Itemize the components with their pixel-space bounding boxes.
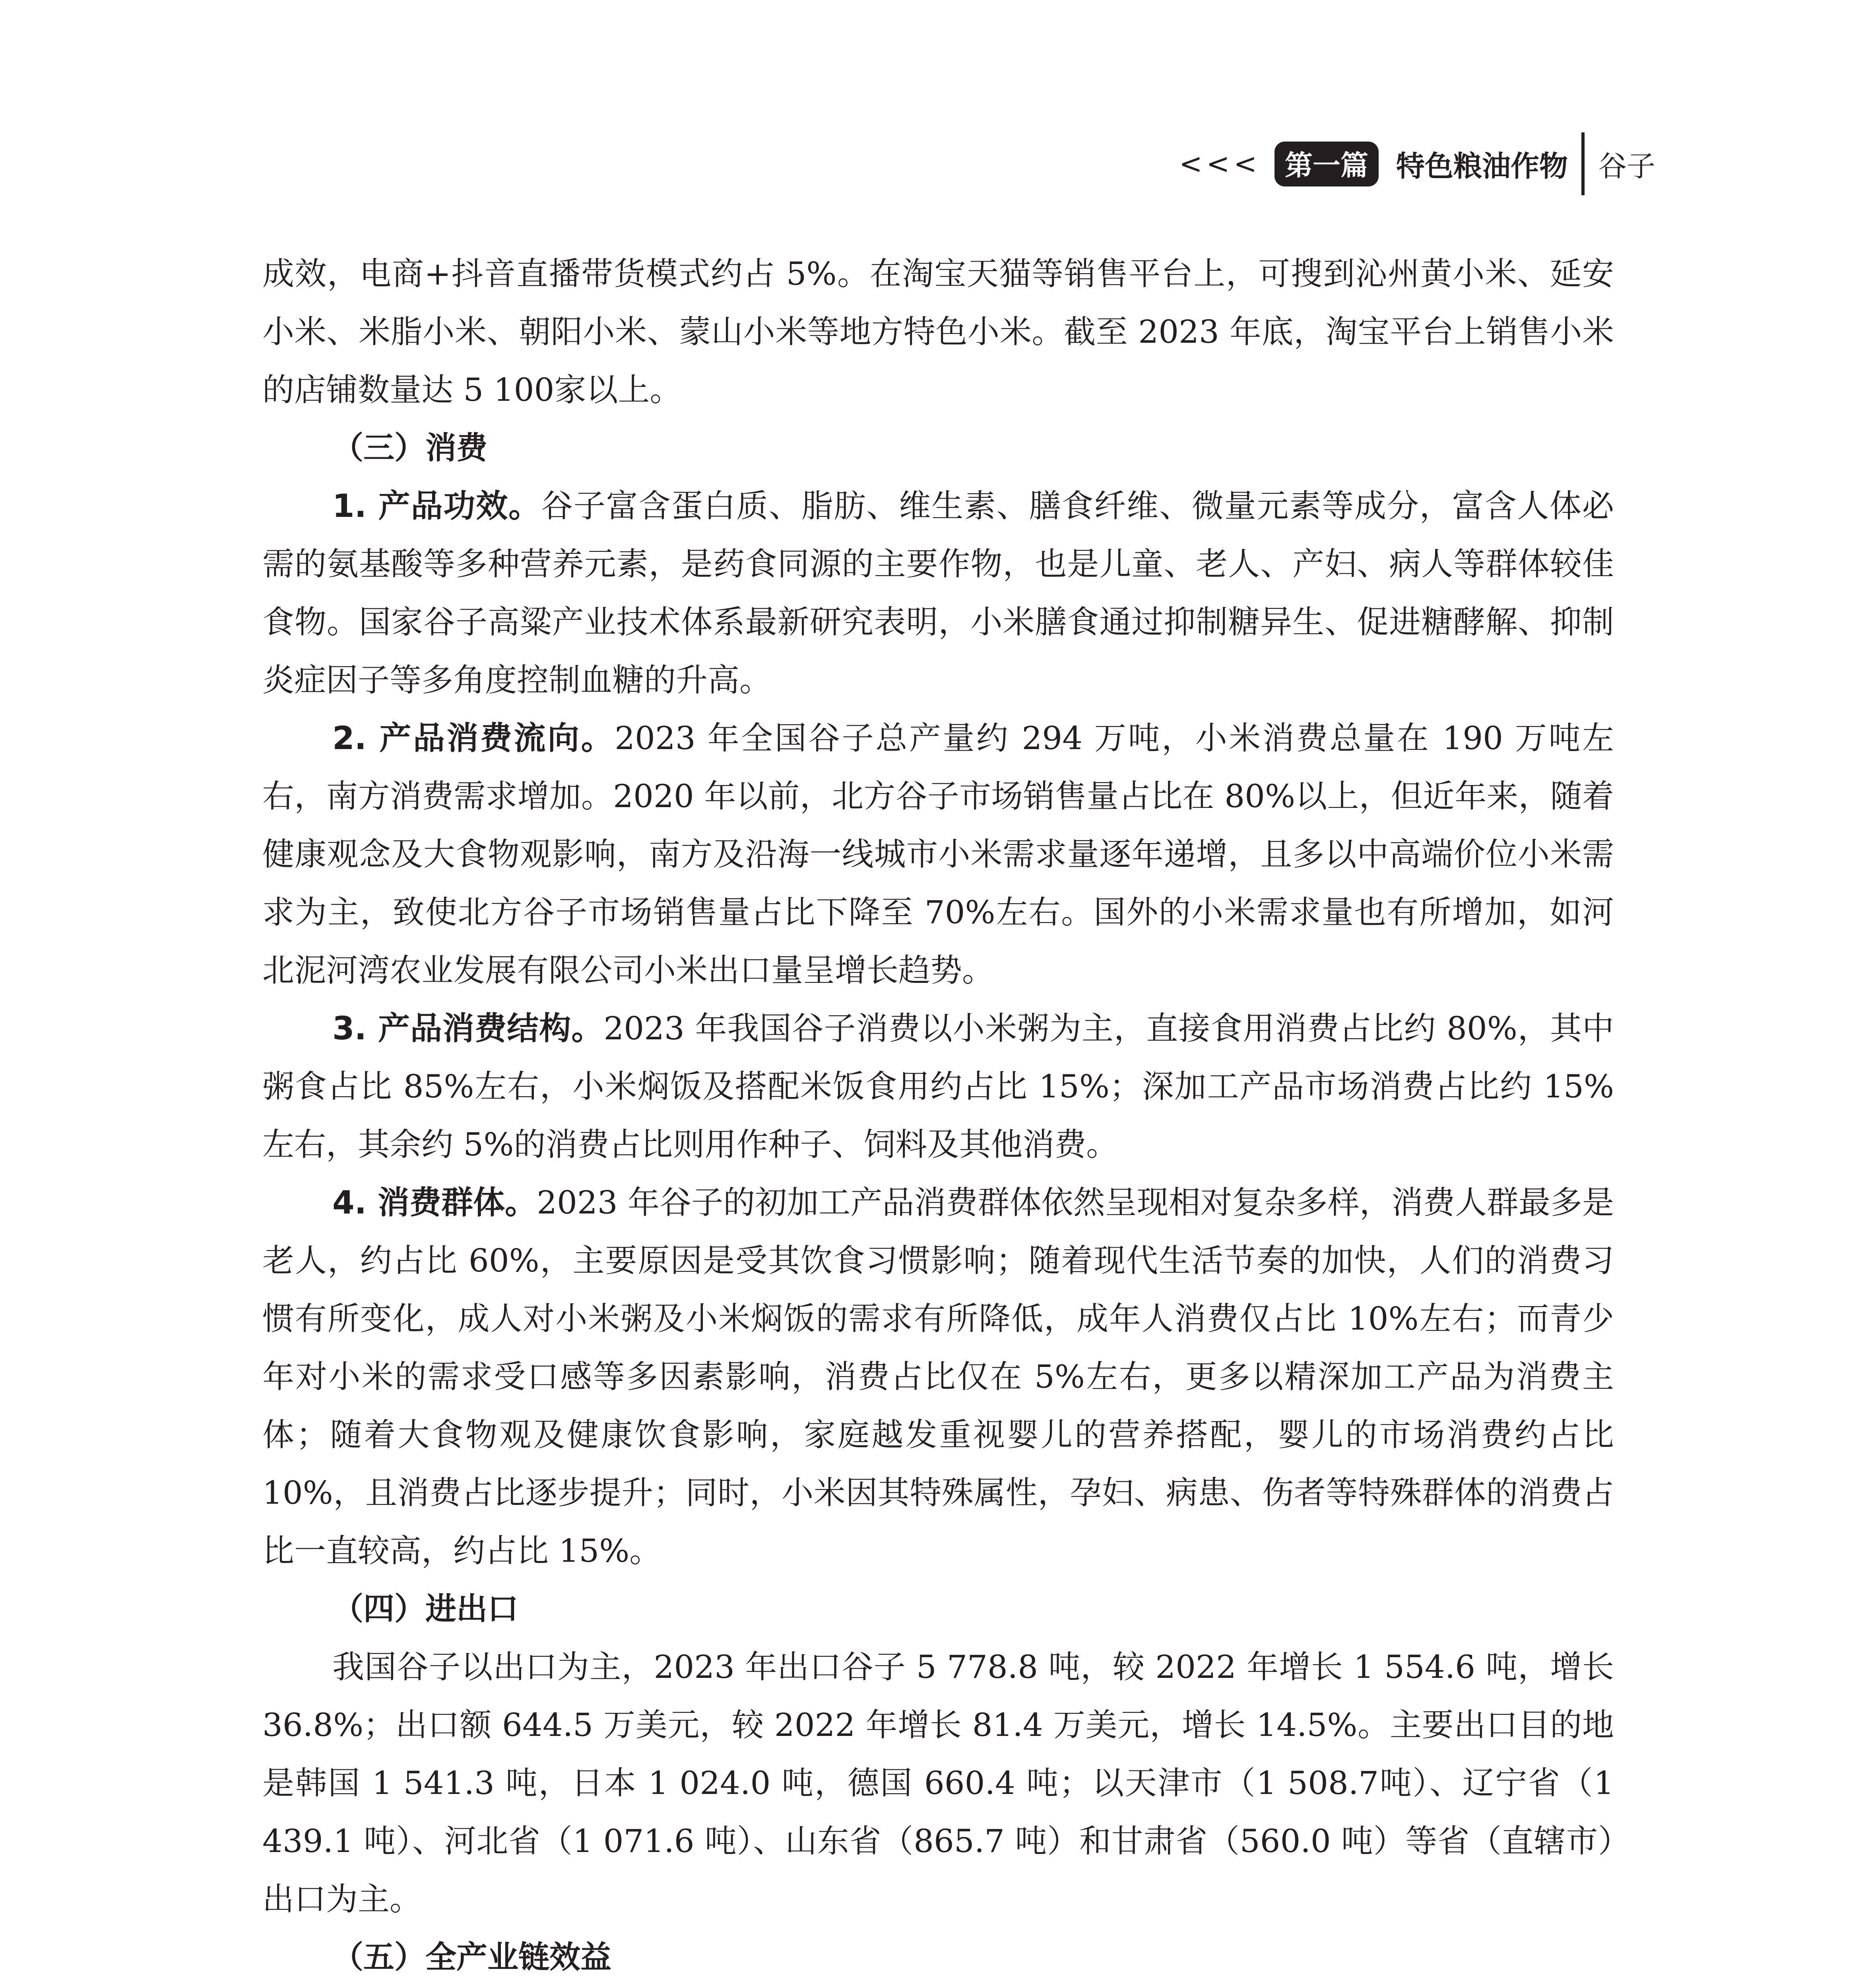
heading-industry-benefit: （五）全产业链效益: [332, 1939, 612, 1975]
heading-consumption: （三）消费: [332, 430, 488, 466]
paragraph-consumption-structure: [262, 1000, 1614, 1174]
body-text: [262, 245, 1614, 1988]
heading-import-export: （四）进出口: [332, 1591, 519, 1627]
item-title: 3. 产品消费结构。: [332, 1010, 604, 1047]
item-text: 2023 年全国谷子总产量约 294 万吨，小米消费总量在 190 万吨左右，南方消费需求增加。2020 年以前，北方谷子市场销售量占比在 80%以上，但近年来，随着健康观念及大食物观影响，南方及沿海一线城市小米需求量逐年递增，且多以中高端价位小米需求为主，致使北方谷子市场销售量占比下降至 70%左右。国外的小米需求量也有所增加，如河北泥河湾农业发展有限公司小米出口量呈增长趋势。: [262, 720, 1614, 989]
header-divider: [1581, 132, 1585, 195]
paragraph-export: 我国谷子以出口为主，2023 年出口谷子 5 778.8 吨，较 2022 年增长 1 554.6 吨，增长 36.8%；出口额 644.5 万美元，较 2022 年增长 81.4 万美元，增长 14.5%。主要出口目的地是韩国 1 541.3 吨，日本 1 024.0 吨，德国 660.4 吨；以天津市（1 508.7吨）、辽宁省（1 439.1 吨）、河北省（1 071.6 吨）、山东省（865.7 吨）和甘肃省（560.0 吨）等省（直辖市）出口为主。: [262, 1648, 1614, 1918]
paragraph-continued: 成效，电商+抖音直播带货模式约占 5%。在淘宝天猫等销售平台上，可搜到沁州黄小米、延安小米、米脂小米、朝阳小米、蒙山小米等地方特色小米。截至 2023 年底，淘宝平台上销售小米的店铺数量达 5 100家以上。: [262, 255, 1614, 408]
paragraph-consumption-flow: [262, 709, 1614, 1000]
paragraph-consumer-groups: [262, 1174, 1614, 1580]
item-title: 1. 产品功效。: [332, 487, 541, 524]
paragraph-efficacy: [262, 477, 1614, 709]
item-title: 4. 消费群体。: [332, 1184, 537, 1221]
item-text: 2023 年谷子的初加工产品消费群体依然呈现相对复杂多样，消费人群最多是老人，约占比 60%，主要原因是受其饮食习惯影响；随着现代生活节奏的加快，人们的消费习惯有所变化，成人对小米粥及小米焖饭的需求有所降低，成年人消费仅占比 10%左右；而青少年对小米的需求受口感等多因素影响，消费占比仅在 5%左右，更多以精深加工产品为消费主体；随着大食物观及健康饮食影响，家庭越发重视婴儿的营养搭配，婴儿的市场消费约占比 10%，且消费占比逐步提升；同时，小米因其特殊属性，孕妇、病患、伤者等特殊群体的消费占比一直较高，约占比 15%。: [262, 1184, 1614, 1569]
part-badge: 第一篇: [1274, 142, 1379, 186]
chevron-icon: <<<: [1179, 148, 1261, 180]
paragraph-output-value: [262, 1986, 1614, 1988]
running-header: [1179, 140, 1655, 188]
chapter-title: 谷子: [1598, 149, 1655, 183]
section-title: 特色粮油作物: [1396, 149, 1568, 183]
item-text: 谷子富含蛋白质、脂肪、维生素、膳食纤维、微量元素等成分，富含人体必需的氨基酸等多种营养元素，是药食同源的主要作物，也是儿童、老人、产妇、病人等群体较佳食物。国家谷子高粱产业技术体系最新研究表明，小米膳食通过抑制糖异生、促进糖酵解、抑制炎症因子等多角度控制血糖的升高。: [262, 487, 1614, 699]
item-text: 2023 年我国谷子消费以小米粥为主，直接食用消费占比约 80%，其中粥食占比 85%左右，小米焖饭及搭配米饭食用约占比 15%；深加工产品市场消费占比约 15%左右，其余约 5%的消费占比则用作种子、饲料及其他消费。: [262, 1010, 1614, 1163]
item-title: 2. 产品消费流向。: [332, 720, 615, 757]
